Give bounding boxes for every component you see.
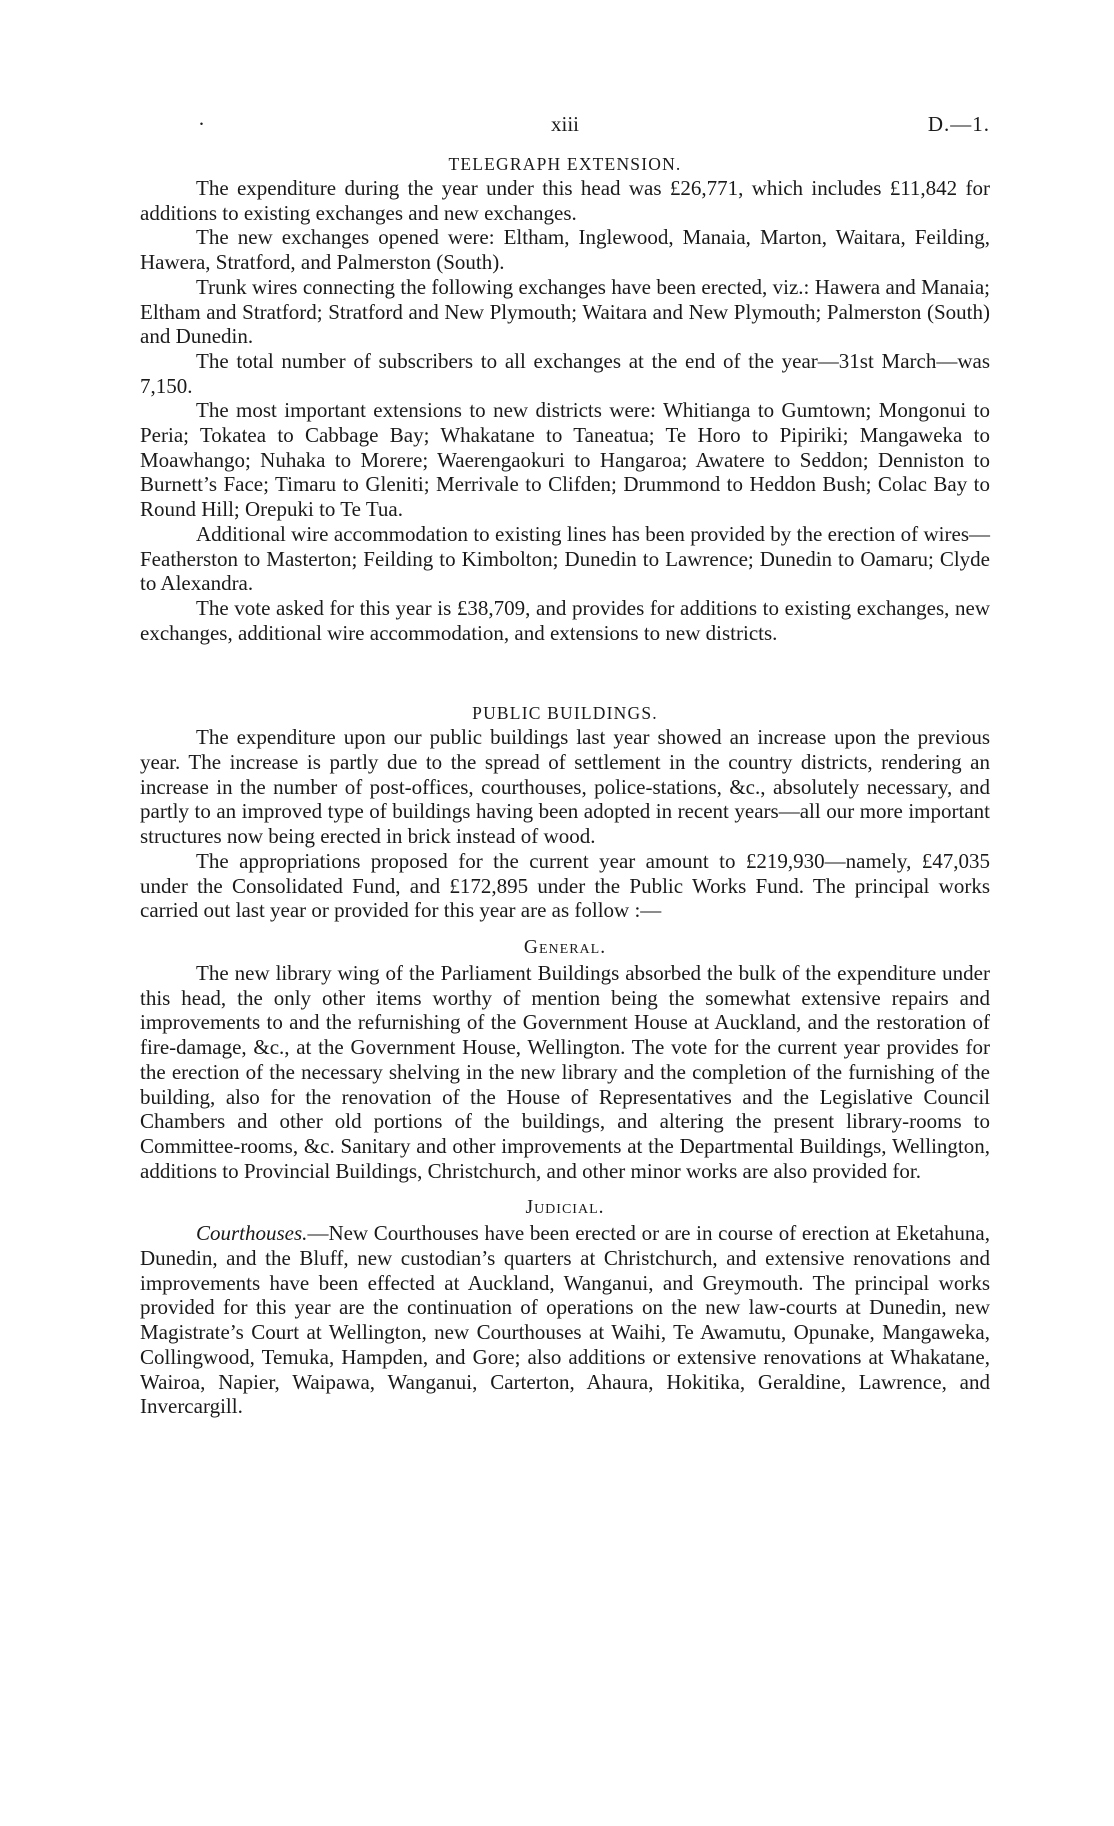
judicial-paragraph <box>140 1221 990 1419</box>
telegraph-extension-heading: TELEGRAPH EXTENSION. <box>448 154 682 174</box>
subsection-spacer <box>140 1183 990 1195</box>
telegraph-extension-section <box>140 152 990 645</box>
general-heading: General. <box>523 936 607 958</box>
telegraph-paragraph: Additional wire accommodation to existing lines has been provided by the erection of wires—Featherston to Masterton; Feilding to Kimbolton; Dunedin to Lawrence; Dunedin to Oamaru; Clyde to Alexandra. <box>140 521 990 596</box>
judicial-heading: Judicial. <box>525 1197 605 1219</box>
courthouses-text: —New Courthouses have been erected or are in course of erection at Eketahuna, Dunedin, and the Bluff, new custodian’s quarters at Christchurch, and extensive renovations and improvements have been effected at Auckland, Wanganui, and Greymouth. The principal works provided for this year are the continuation of operations on the new law-courts at Dunedin, new Magistrate’s Court at Wellington, new Courthouses at Waihi, Te Awamutu, Opunake, Mangaweka, Collingwood, Temuka, Hampden, and Gore; also additions or extensive renovations at Whakatane, Wairoa, Napier, Waipawa, Wanganui, Carterton, Ahaura, Hokitika, Geraldine, Lawrence, and Invercargill. <box>140 1221 990 1419</box>
section-spacer <box>140 645 990 701</box>
telegraph-paragraph: The new exchanges opened were: Eltham, Inglewood, Manaia, Marton, Waitara, Feilding, Hawera, Stratford, and Palmerston (South). <box>140 225 990 275</box>
telegraph-paragraph: Trunk wires connecting the following exchanges have been erected, viz.: Hawera and Manaia; Eltham and Stratford; Stratford and New Plymouth; Waitara and New Plymouth; Palmerston (South) and Dunedin. <box>140 274 990 349</box>
telegraph-paragraph: The most important extensions to new districts were: Whitianga to Gumtown; Mongonui to Peria; Tokatea to Cabbage Bay; Whakatane to Taneatua; Te Horo to Pipiriki; Mangaweka to Moawhango; Nuhaka to Morere; Waerengaokuri to Hangaroa; Awatere to Seddon; Denniston to Burnett’s Face; Timaru to Gleniti; Merrivale to Clifden; Drummond to Heddon Bush; Colac Bay to Round Hill; Orepuki to Te Tua. <box>140 398 990 522</box>
subsection-spacer <box>140 923 990 935</box>
telegraph-paragraph: The expenditure during the year under this head was £26,771, which includes £11,842 for additions to existing exchanges and new exchanges. <box>140 176 990 225</box>
page-number: xiii <box>550 112 579 136</box>
general-paragraph: The new library wing of the Parliament Buildings absorbed the bulk of the expenditure under this head, the only other items worthy of mention being the somewhat extensive repairs and improvements to and the refurnishing of the Government House at Auckland, and the restoration of fire-damage, &c., at the Government House, Wellington. The vote for the current year provides for the erection of the necessary shelving in the new library and the completion of the furnishing of the building, also for the renovation of the House of Representatives and the Legislative Council Chambers and other old portions of the buildings, and altering the present library-rooms to Committee-rooms, &c. Sanitary and other improvements at the Departmental Buildings, Wellington, additions to Provincial Buildings, Christchurch, and other minor works are also provided for. <box>140 960 990 1183</box>
public-buildings-heading: PUBLIC BUILDINGS. <box>472 703 658 724</box>
public-buildings-section <box>140 701 990 923</box>
telegraph-paragraph: The total number of subscribers to all exchanges at the end of the year—31st March—was 7,150. <box>140 348 990 398</box>
document-reference: D.—1. <box>927 112 990 136</box>
public-buildings-paragraph: The appropriations proposed for the current year amount to £219,930—namely, £47,035 under the Consolidated Fund, and £172,895 under the Public Works Fund. The principal works carried out last year or provided for this year are as follow :— <box>140 848 990 923</box>
telegraph-paragraph: The vote asked for this year is £38,709, and provides for additions to existing exchanges, new exchanges, additional wire accommodation, and extensions to new districts. <box>140 595 990 645</box>
page-header <box>140 108 990 152</box>
judicial-subsection <box>140 1195 990 1419</box>
general-subsection <box>140 935 990 1183</box>
document-page <box>140 108 990 1419</box>
header-dot: · <box>198 112 205 136</box>
courthouses-label: Courthouses. <box>196 1221 308 1246</box>
public-buildings-paragraph: The expenditure upon our public buildings last year showed an increase upon the previous year. The increase is partly due to the spread of settlement in the country districts, rendering an increase in the number of post-offices, courthouses, police-stations, &c., absolutely necessary, and partly to an improved type of buildings having been adopted in recent years—all our more important structures now being erected in brick instead of wood. <box>140 725 990 849</box>
